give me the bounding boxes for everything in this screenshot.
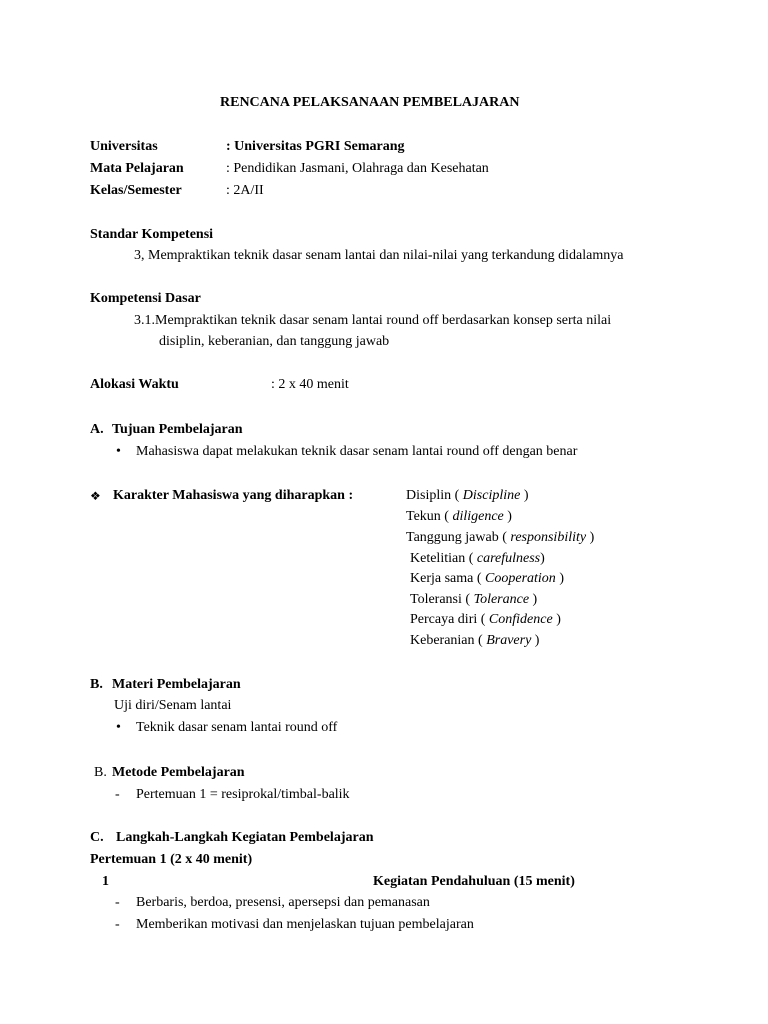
page-title: RENCANA PELAKSANAAN PEMBELAJARAN xyxy=(220,95,520,110)
metode-item: Pertemuan 1 = resiprokal/timbal-balik xyxy=(136,787,350,802)
karakter-item-tekun: Tekun ( diligence ) xyxy=(406,509,512,524)
karakter-item-keberanian: Keberanian ( Bravery ) xyxy=(410,633,540,648)
info-label-kelas-semester: Kelas/Semester xyxy=(90,183,182,198)
langkah-heading: Langkah-Langkah Kegiatan Pembelajaran xyxy=(116,830,374,845)
karakter-item-percaya-diri: Percaya diri ( Confidence ) xyxy=(410,612,561,627)
tujuan-bullet-icon: • xyxy=(116,444,121,459)
info-value-universitas: : Universitas PGRI Semarang xyxy=(226,139,405,154)
diamond-bullet-icon: ❖ xyxy=(90,489,101,503)
standar-kompetensi-heading: Standar Kompetensi xyxy=(90,227,214,242)
metode-letter: B. xyxy=(94,765,107,780)
standar-kompetensi-text: 3, Mempraktikan teknik dasar senam lantai dan nilai-nilai yang terkandung didalamnya xyxy=(134,248,624,263)
alokasi-waktu-value: : 2 x 40 menit xyxy=(271,377,349,392)
karakter-item-toleransi: Toleransi ( Tolerance ) xyxy=(410,592,538,607)
tujuan-item: Mahasiswa dapat melakukan teknik dasar senam lantai round off dengan benar xyxy=(136,444,578,459)
karakter-item-disiplin: Disiplin ( Discipline ) xyxy=(406,488,529,503)
metode-dash: - xyxy=(115,787,120,802)
materi-item: Teknik dasar senam lantai round off xyxy=(136,720,338,735)
materi-letter: B. xyxy=(90,677,103,692)
kegiatan-item: Memberikan motivasi dan menjelaskan tujuan pembelajaran xyxy=(136,917,474,932)
info-label-universitas: Universitas xyxy=(90,139,158,154)
kegiatan-pendahuluan-heading: Kegiatan Pendahuluan (15 menit) xyxy=(373,874,575,889)
materi-heading: Materi Pembelajaran xyxy=(112,677,241,692)
kompetensi-dasar-heading: Kompetensi Dasar xyxy=(90,291,201,306)
metode-heading: Metode Pembelajaran xyxy=(112,765,245,780)
tujuan-letter: A. xyxy=(90,422,104,437)
info-value-kelas-semester: : 2A/II xyxy=(226,183,264,198)
kegiatan-item: Berbaris, berdoa, presensi, apersepsi dan pemanasan xyxy=(136,895,430,910)
kompetensi-dasar-line-1: 3.1.Mempraktikan teknik dasar senam lantai round off berdasarkan konsep serta nilai xyxy=(134,313,612,328)
karakter-item-kerja-sama: Kerja sama ( Cooperation ) xyxy=(410,571,564,586)
info-value-mata-pelajaran: : Pendidikan Jasmani, Olahraga dan Kesehatan xyxy=(226,161,489,176)
materi-sub: Uji diri/Senam lantai xyxy=(114,698,232,713)
karakter-heading: Karakter Mahasiswa yang diharapkan : xyxy=(113,488,354,503)
info-label-mata-pelajaran: Mata Pelajaran xyxy=(90,161,184,176)
karakter-item-ketelitian: Ketelitian ( carefulness) xyxy=(410,551,545,566)
materi-bullet-icon: • xyxy=(116,720,121,735)
kegiatan-dash: - xyxy=(115,895,120,910)
alokasi-waktu-label: Alokasi Waktu xyxy=(90,377,179,392)
kompetensi-dasar-line-2: disiplin, keberanian, dan tanggung jawab xyxy=(159,334,390,349)
kegiatan-dash: - xyxy=(115,917,120,932)
pertemuan-heading: Pertemuan 1 (2 x 40 menit) xyxy=(90,852,253,867)
langkah-letter: C. xyxy=(90,830,104,845)
karakter-item-tanggung-jawab: Tanggung jawab ( responsibility ) xyxy=(406,530,595,545)
kegiatan-number: 1 xyxy=(102,874,109,889)
tujuan-heading: Tujuan Pembelajaran xyxy=(112,422,243,437)
